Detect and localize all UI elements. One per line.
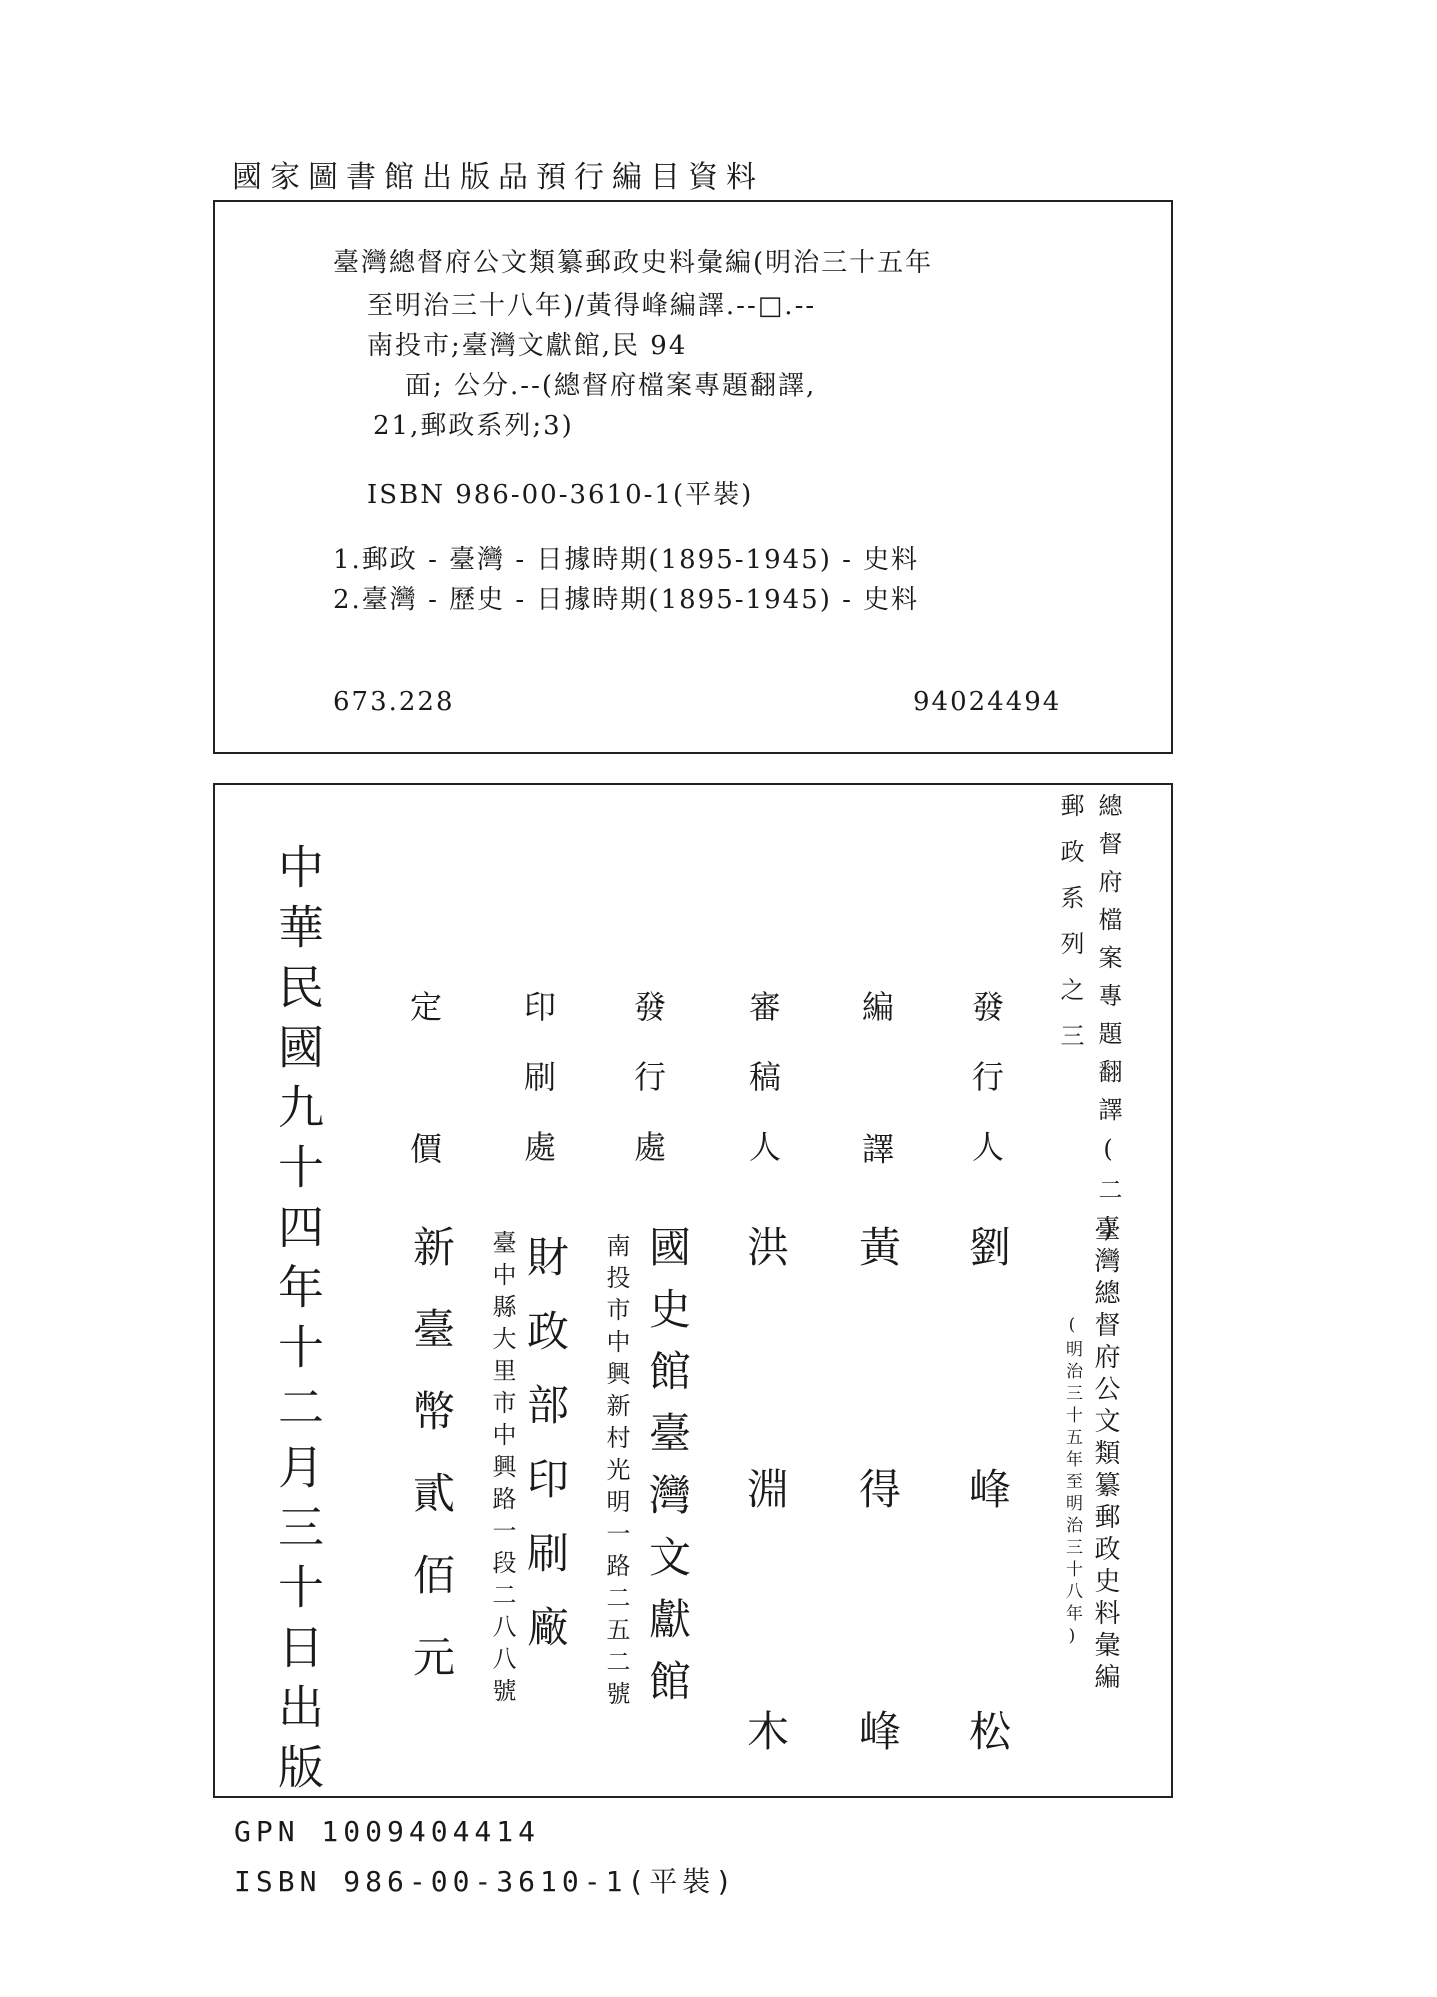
cip-record-number: 94024494	[913, 687, 1062, 717]
book-title: 臺灣總督府公文類纂郵政史料彙編	[1090, 1215, 1120, 1695]
cip-physical-line: 面; 公分.--(總督府檔案專題翻譯,	[405, 371, 817, 401]
cip-record-box	[213, 200, 1173, 754]
reviewer-value: 洪淵木	[741, 1225, 790, 1951]
cip-isbn-line: ISBN 986-00-3610-1(平裝)	[367, 480, 754, 510]
footer-isbn: ISBN 986-00-3610-1(平裝)	[234, 1865, 738, 1898]
price-label: 定價	[405, 990, 443, 1274]
printer-label: 印刷處	[519, 990, 557, 1200]
publisher-value: 劉峰松	[963, 1225, 1012, 1951]
translator-label: 編譯	[857, 990, 895, 1274]
cip-series-line: 21,郵政系列;3)	[373, 411, 574, 441]
publication-date: 中華民國九十四年十二月三十日出版	[271, 843, 325, 1803]
issuer-value: 國史館臺灣文獻館	[643, 1225, 692, 1721]
issuer-address: 南投市中興新村光明一路二五二號	[602, 1233, 630, 1713]
printer-address: 臺中縣大里市中興路一段二八八號	[488, 1230, 516, 1710]
publisher-label: 發行人	[967, 990, 1005, 1200]
cip-class-number: 673.228	[333, 687, 455, 717]
series-title: 總督府檔案專題翻譯(二)	[1094, 793, 1122, 1257]
printer-value: 財政部印刷廠	[521, 1235, 570, 1679]
price-value-text: 新臺幣貳佰元	[407, 1225, 456, 1717]
cip-imprint-line: 南投市;臺灣文獻館,民 94	[367, 331, 688, 361]
book-subtitle: (明治三十五年至明治三十八年)	[1062, 1315, 1082, 1651]
series-subtitle: 郵政系列之三	[1056, 793, 1084, 1069]
cip-title-line-1: 臺灣總督府公文類纂郵政史料彙編(明治三十五年	[333, 248, 934, 278]
issuer-label: 發行處	[629, 990, 667, 1200]
cip-title-line-2: 至明治三十八年)/黃得峰編譯.--□.--	[367, 291, 817, 321]
translator-value: 黃得峰	[853, 1225, 902, 1951]
cip-subject-2: 2.臺灣 - 歷史 - 日據時期(1895-1945) - 史料	[333, 585, 920, 615]
cip-subject-1: 1.郵政 - 臺灣 - 日據時期(1895-1945) - 史料	[333, 545, 920, 575]
gpn-number: GPN 1009404414	[234, 1815, 541, 1848]
reviewer-label: 審稿人	[744, 990, 782, 1200]
cip-heading: 國家圖書館出版品預行編目資料	[232, 160, 764, 195]
